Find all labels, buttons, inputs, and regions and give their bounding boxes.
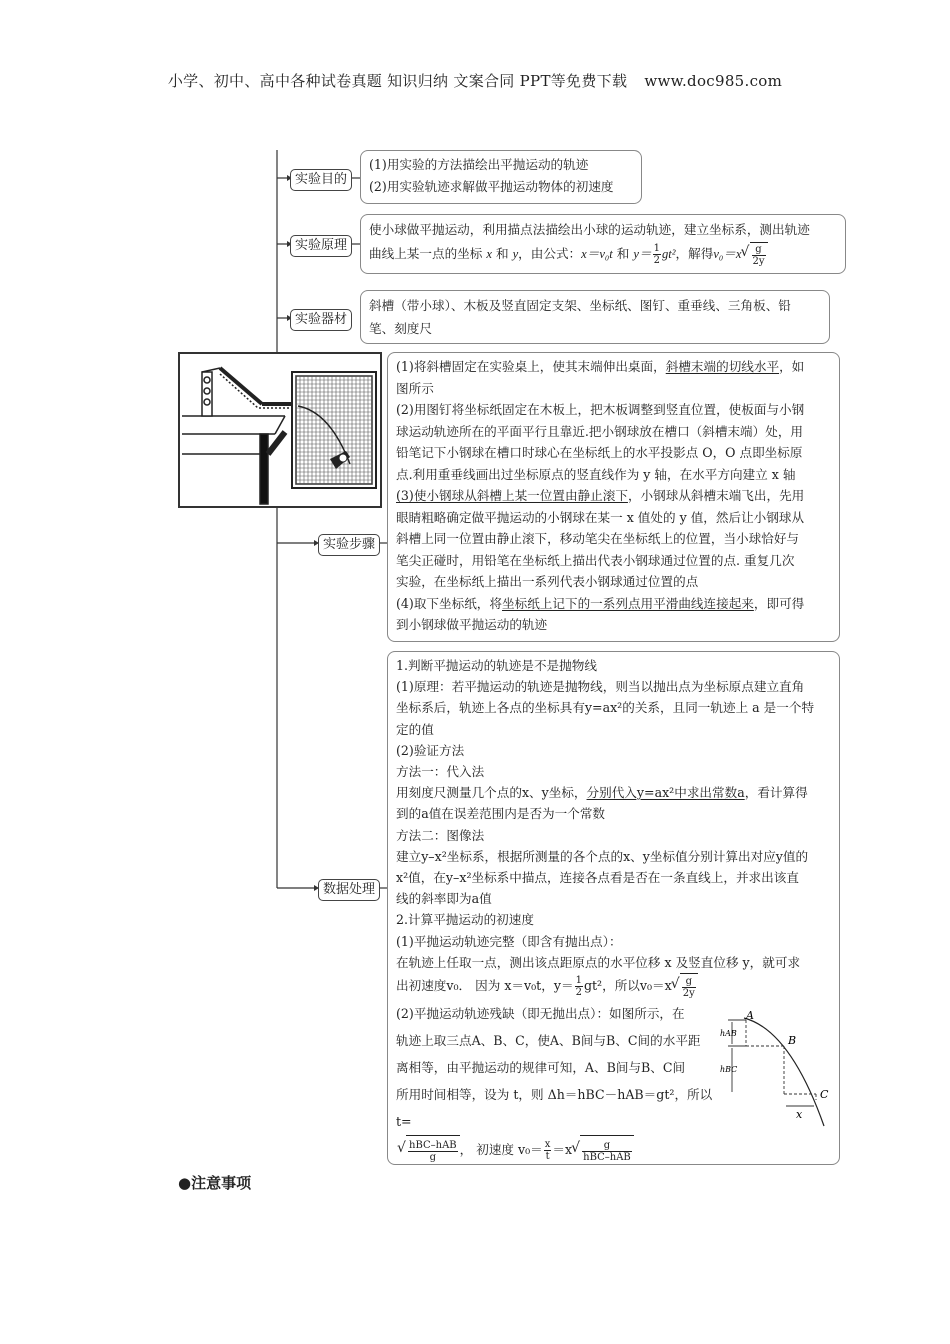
data-p1: (1)原理：若平抛运动的轨迹是抛物线，则当以抛出点为坐标原点建立直角 <box>396 679 805 695</box>
step3-l2: 眼睛粗略确定做平抛运动的小钢球在某一 x 值处的 y 值，然后让小钢球从 <box>396 509 805 525</box>
purpose-box <box>360 150 642 204</box>
step3-l5: 实验，在坐标纸上描出一系列代表小钢球通过位置的点 <box>396 574 699 589</box>
data-r5: √ $\frac{\text{hBC–hAB}}{g}$ ， 初速度 v₀＝ $\frac{x}{t}$ ＝x √ $\frac{g}{\text{hBC–hAB}}$ <box>406 1135 831 1166</box>
fig-label-hBC: hBC <box>720 1065 738 1074</box>
step4: (4)取下坐标纸，将坐标纸上记下的一系列点用平滑曲线连接起来，即可得 <box>396 595 805 611</box>
data-r3: 离相等，由平抛运动的规律可知，A、B间与B、C间 <box>396 1060 686 1076</box>
data-q2: 在轨迹上任取一点，测出该点距原点的水平位移 x 及竖直位移 y，就可求 <box>396 954 801 970</box>
data-p10: x²值，在y–x²坐标系中描点，连接各点看是否在一条直线上，并求出该直 <box>396 870 799 886</box>
data-r2: 轨迹上取三点A、B、C，使A、B间与B、C间的水平距 <box>396 1033 701 1049</box>
equipment-box <box>360 290 830 344</box>
data-title1: 1.判断平抛运动的轨迹是不是抛物线 <box>396 658 597 673</box>
data-p4: (2)验证方法 <box>396 742 465 758</box>
data-r4: 所用时间相等，设为 t，则 Δh＝hBC－hAB＝gt²，所以 t= <box>396 1087 713 1130</box>
purpose-line2: (2)用实验轨迹求解做平抛运动物体的初速度 <box>369 179 614 194</box>
data-p11: 线的斜率即为a值 <box>396 891 492 907</box>
label-steps: 实验步骤 <box>318 534 380 556</box>
step2-l1: (2)用图钉将坐标纸固定在木板上，把木板调整到竖直位置，使板面与小钢 <box>396 402 805 417</box>
step2-l2: 球运动轨迹所在的平面平行且靠近.把小钢球放在槽口（斜槽末端）处，用 <box>396 423 804 439</box>
data-title2: 2.计算平抛运动的初速度 <box>396 912 534 928</box>
fig-label-x: x <box>796 1108 803 1121</box>
principle-line2: 曲线上某一点的坐标 x 和 y，由公式：x＝v₀t 和 y＝ $\frac{1}{2}$ gt²，解得v₀＝x √ $\frac{g}{2y}$ <box>369 242 837 267</box>
data-p6: 用刻度尺测量几个点的x、y坐标，分别代入y=ax²中求出常数a，看计算得 <box>396 785 808 801</box>
step1: (1)将斜槽固定在实验桌上，使其末端伸出桌面，斜槽末端的切线水平，如 <box>396 359 805 374</box>
header-right: www.doc985.com <box>644 72 783 90</box>
data-box <box>387 651 840 1165</box>
step3-l4: 笔尖正碰时，用铅笔在坐标纸上描出代表小钢球通过位置的点. 重复几次 <box>396 552 795 568</box>
equipment-line2: 笔、刻度尺 <box>369 321 432 336</box>
data-p2: 坐标系后，轨迹上各点的坐标具有y=ax²的关系，且同一轨迹上 a 是一个特 <box>396 700 815 716</box>
label-purpose: 实验目的 <box>290 169 352 191</box>
apparatus-illustration <box>178 352 382 508</box>
step4-cont: 到小钢球做平抛运动的轨迹 <box>396 617 548 632</box>
data-q3: 出初速度v₀． 因为 x＝v₀t，y＝ $\frac{1}{2}$ gt²，所以v₀＝x √ $\frac{g}{2y}$ <box>396 973 831 1000</box>
label-equipment: 实验器材 <box>290 309 352 331</box>
fig-label-C: C <box>820 1088 829 1101</box>
data-p5: 方法一：代入法 <box>396 764 485 780</box>
label-data: 数据处理 <box>318 879 380 901</box>
fig-label-A: A <box>746 1010 754 1022</box>
step2-l4: 点.利用重垂线画出过坐标原点的竖直线作为 y 轴，在水平方向建立 x 轴 <box>396 466 796 482</box>
step2-l3: 铅笔记下小钢球在槽口时球心在坐标纸上的水平投影点 O，O 点即坐标原 <box>396 445 803 460</box>
data-q1: (1)平抛运动轨迹完整（即含有抛出点）： <box>396 933 622 949</box>
data-p7: 到的a值在误差范围内是否为一个常数 <box>396 806 606 822</box>
fig-label-B: B <box>788 1034 797 1047</box>
principle-line1: 使小球做平抛运动，利用描点法描绘出小球的运动轨迹，建立坐标系，测出轨迹 <box>369 222 810 237</box>
label-principle: 实验原理 <box>290 235 352 257</box>
principle-box <box>360 214 846 274</box>
data-r1: (2)平抛运动轨迹残缺（即无抛出点）：如图所示，在 <box>396 1006 685 1022</box>
notes-heading: ●注意事项 <box>178 1174 252 1192</box>
apparatus-drawing <box>180 354 380 506</box>
steps-box <box>387 352 840 642</box>
header-left: 小学、初中、高中各种试卷真题 知识归纳 文案合同 PPT等免费下载 <box>167 72 628 90</box>
step3: (3)使小钢球从斜槽上某一位置由静止滚下，小钢球从斜槽末端飞出，先用 <box>396 488 805 503</box>
fig-label-hAB: hAB <box>720 1029 737 1038</box>
step1-cont: 图所示 <box>396 380 434 396</box>
data-p9: 建立y–x²坐标系，根据所测量的各个点的x、y坐标值分别计算出对应y值的 <box>396 848 809 864</box>
purpose-line1: (1)用实验的方法描绘出平抛运动的轨迹 <box>369 157 589 172</box>
trajectory-figure <box>720 1010 840 1132</box>
data-p3: 定的值 <box>396 721 434 737</box>
equipment-line1: 斜槽（带小球）、木板及竖直固定支架、坐标纸、图钉、重垂线、三角板、铅 <box>369 298 791 313</box>
step3-l3: 斜槽上同一位置由静止滚下，移动笔尖在坐标纸上的位置，当小球恰好与 <box>396 531 799 546</box>
data-p8: 方法二：图像法 <box>396 827 485 843</box>
